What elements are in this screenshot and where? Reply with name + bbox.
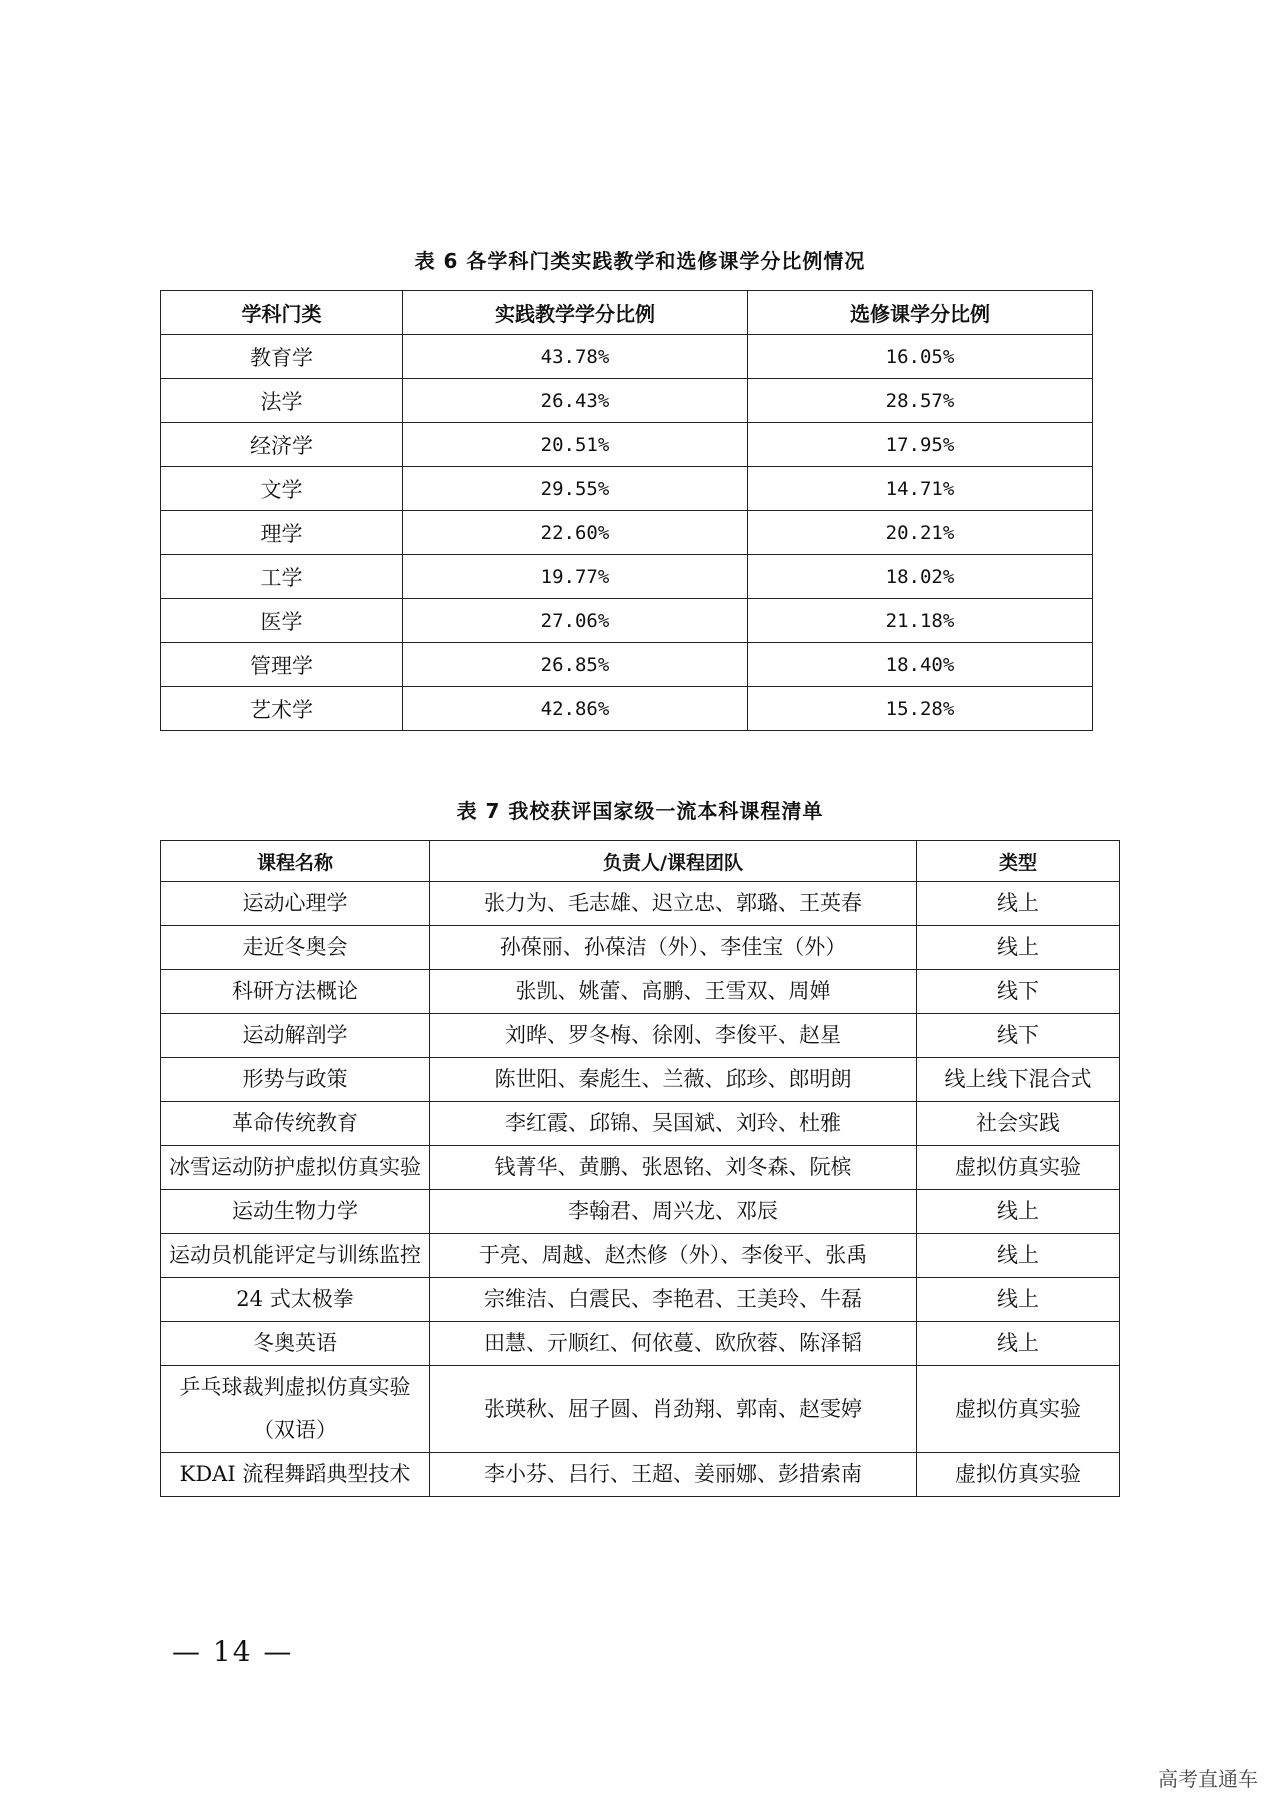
- table7-first-class-courses: [160, 840, 1120, 1497]
- team-cell: 孙葆丽、孙葆洁（外）、李佳宝（外）: [430, 926, 917, 970]
- practice-ratio-cell: 22.60%: [403, 511, 748, 555]
- table7-header-row: [161, 841, 1120, 882]
- column-header-practice-ratio: 实践教学学分比例: [403, 291, 748, 335]
- practice-ratio-cell: 26.85%: [403, 643, 748, 687]
- practice-ratio-cell: 29.55%: [403, 467, 748, 511]
- column-header-type: 类型: [917, 841, 1120, 882]
- course-name-cell: 革命传统教育: [161, 1102, 430, 1146]
- course-name-cell: 冰雪运动防护虚拟仿真实验: [161, 1146, 430, 1190]
- elective-ratio-cell: 18.02%: [748, 555, 1093, 599]
- discipline-cell: 法学: [161, 379, 403, 423]
- watermark: 高考直通车: [1158, 1767, 1258, 1791]
- type-cell: 线上线下混合式: [917, 1058, 1120, 1102]
- discipline-cell: 工学: [161, 555, 403, 599]
- team-cell: 张凯、姚蕾、高鹏、王雪双、周婵: [430, 970, 917, 1014]
- table6-caption: 表 6 各学科门类实践教学和选修课学分比例情况: [414, 249, 866, 273]
- type-cell: 线上: [917, 926, 1120, 970]
- table-row: [161, 1190, 1120, 1234]
- column-header-discipline: 学科门类: [161, 291, 403, 335]
- team-cell: 李翰君、周兴龙、邓辰: [430, 1190, 917, 1234]
- team-cell: 李小芬、吕行、王超、姜丽娜、彭措索南: [430, 1453, 917, 1497]
- course-name-cell: 运动心理学: [161, 882, 430, 926]
- table-row: [161, 970, 1120, 1014]
- course-name-cell: 形势与政策: [161, 1058, 430, 1102]
- table-row: [161, 467, 1093, 511]
- course-name-cell: 24 式太极拳: [161, 1278, 430, 1322]
- type-cell: 线上: [917, 1278, 1120, 1322]
- table6-header-row: [161, 291, 1093, 335]
- course-name-cell: 乒乓球裁判虚拟仿真实验（双语）: [161, 1366, 430, 1453]
- team-cell: 田慧、亓顺红、何依蔓、欧欣蓉、陈泽韬: [430, 1322, 917, 1366]
- table-row: [161, 379, 1093, 423]
- table-row: [161, 1102, 1120, 1146]
- elective-ratio-cell: 14.71%: [748, 467, 1093, 511]
- table-row: [161, 643, 1093, 687]
- type-cell: 虚拟仿真实验: [917, 1453, 1120, 1497]
- course-name-cell: KDAI 流程舞蹈典型技术: [161, 1453, 430, 1497]
- table-row: [161, 1234, 1120, 1278]
- table-row: [161, 511, 1093, 555]
- type-cell: 虚拟仿真实验: [917, 1146, 1120, 1190]
- page-number: — 14 —: [172, 1635, 294, 1668]
- elective-ratio-cell: 15.28%: [748, 687, 1093, 731]
- practice-ratio-cell: 42.86%: [403, 687, 748, 731]
- type-cell: 线下: [917, 970, 1120, 1014]
- team-cell: 李红霞、邱锦、吴国斌、刘玲、杜雅: [430, 1102, 917, 1146]
- course-name-cell: 运动解剖学: [161, 1014, 430, 1058]
- type-cell: 线上: [917, 1234, 1120, 1278]
- elective-ratio-cell: 28.57%: [748, 379, 1093, 423]
- discipline-cell: 医学: [161, 599, 403, 643]
- practice-ratio-cell: 20.51%: [403, 423, 748, 467]
- course-name-cell: 运动生物力学: [161, 1190, 430, 1234]
- column-header-elective-ratio: 选修课学分比例: [748, 291, 1093, 335]
- table-row: [161, 555, 1093, 599]
- course-name-cell: 科研方法概论: [161, 970, 430, 1014]
- table7-caption: 表 7 我校获评国家级一流本科课程清单: [456, 799, 824, 823]
- team-cell: 张力为、毛志雄、迟立忠、郭璐、王英春: [430, 882, 917, 926]
- table-row: [161, 599, 1093, 643]
- discipline-cell: 理学: [161, 511, 403, 555]
- elective-ratio-cell: 20.21%: [748, 511, 1093, 555]
- table-row: [161, 1058, 1120, 1102]
- elective-ratio-cell: 16.05%: [748, 335, 1093, 379]
- team-cell: 宗维洁、白震民、李艳君、王美玲、牛磊: [430, 1278, 917, 1322]
- team-cell: 刘晔、罗冬梅、徐刚、李俊平、赵星: [430, 1014, 917, 1058]
- elective-ratio-cell: 17.95%: [748, 423, 1093, 467]
- practice-ratio-cell: 19.77%: [403, 555, 748, 599]
- type-cell: 线上: [917, 1322, 1120, 1366]
- type-cell: 线上: [917, 882, 1120, 926]
- table-row: [161, 1453, 1120, 1497]
- table-row: [161, 1014, 1120, 1058]
- table-row: [161, 1146, 1120, 1190]
- table-row: [161, 1322, 1120, 1366]
- table-row: [161, 1278, 1120, 1322]
- column-header-course-name: 课程名称: [161, 841, 430, 882]
- table-row: [161, 423, 1093, 467]
- discipline-cell: 教育学: [161, 335, 403, 379]
- table6-credit-ratio: [160, 290, 1093, 731]
- discipline-cell: 艺术学: [161, 687, 403, 731]
- discipline-cell: 管理学: [161, 643, 403, 687]
- table-row: [161, 687, 1093, 731]
- discipline-cell: 经济学: [161, 423, 403, 467]
- table-row: [161, 926, 1120, 970]
- team-cell: 钱菁华、黄鹏、张恩铭、刘冬森、阮槟: [430, 1146, 917, 1190]
- type-cell: 虚拟仿真实验: [917, 1366, 1120, 1453]
- table-row: [161, 882, 1120, 926]
- team-cell: 陈世阳、秦彪生、兰薇、邱珍、郎明朗: [430, 1058, 917, 1102]
- column-header-team: 负责人/课程团队: [430, 841, 917, 882]
- type-cell: 线下: [917, 1014, 1120, 1058]
- discipline-cell: 文学: [161, 467, 403, 511]
- course-name-cell: 冬奥英语: [161, 1322, 430, 1366]
- team-cell: 张瑛秋、屈子圆、肖劲翔、郭南、赵雯婷: [430, 1366, 917, 1453]
- elective-ratio-cell: 18.40%: [748, 643, 1093, 687]
- practice-ratio-cell: 27.06%: [403, 599, 748, 643]
- type-cell: 社会实践: [917, 1102, 1120, 1146]
- practice-ratio-cell: 43.78%: [403, 335, 748, 379]
- course-name-cell: 走近冬奥会: [161, 926, 430, 970]
- course-name-cell: 运动员机能评定与训练监控: [161, 1234, 430, 1278]
- type-cell: 线上: [917, 1190, 1120, 1234]
- practice-ratio-cell: 26.43%: [403, 379, 748, 423]
- team-cell: 于亮、周越、赵杰修（外）、李俊平、张禹: [430, 1234, 917, 1278]
- table-row: [161, 1366, 1120, 1453]
- table-row: [161, 335, 1093, 379]
- elective-ratio-cell: 21.18%: [748, 599, 1093, 643]
